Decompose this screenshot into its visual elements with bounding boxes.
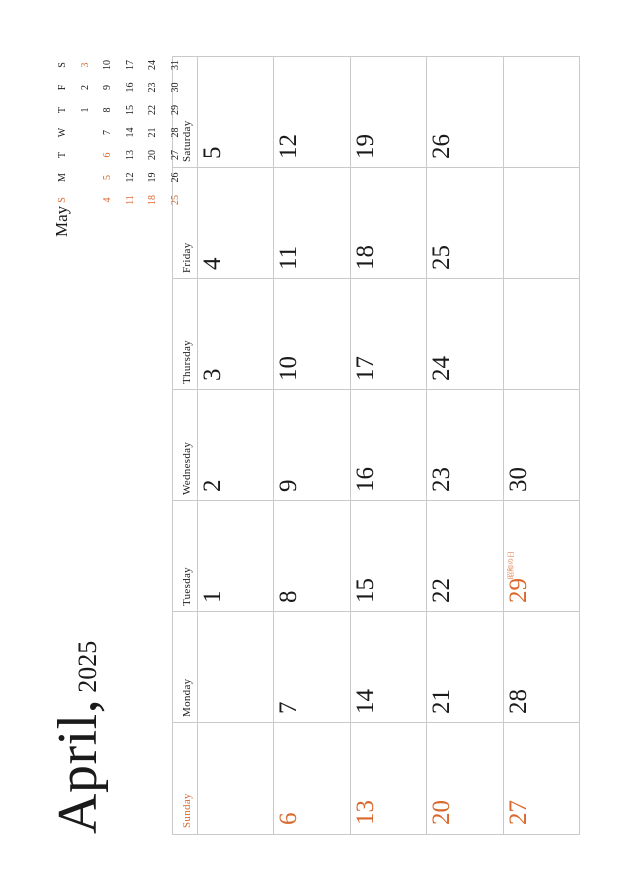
mini-day-number: 25 bbox=[169, 195, 181, 205]
mini-day-number: 9 bbox=[102, 85, 113, 90]
weekday-header-tuesday: Tuesday bbox=[181, 567, 193, 606]
day-number: 10 bbox=[275, 356, 303, 381]
day-cell[interactable] bbox=[503, 723, 579, 834]
mini-day-number: 26 bbox=[169, 172, 181, 183]
day-cell[interactable] bbox=[350, 168, 426, 279]
mini-day-number: 29 bbox=[169, 105, 181, 115]
mini-day-number: 13 bbox=[124, 150, 136, 160]
mini-day-number: 1 bbox=[79, 107, 91, 113]
weekday-header-wednesday: Wednesday bbox=[181, 441, 193, 495]
mini-calendar-title: May bbox=[52, 205, 71, 237]
day-number: 24 bbox=[428, 356, 456, 381]
day-number: 27 bbox=[504, 800, 532, 825]
mini-day-number: 10 bbox=[102, 60, 113, 70]
mini-day-number: 17 bbox=[124, 60, 136, 70]
weekday-header-friday: Friday bbox=[181, 242, 193, 273]
page-title bbox=[47, 640, 109, 834]
month-grid bbox=[169, 56, 580, 835]
day-number: 6 bbox=[275, 812, 303, 825]
mini-day-number: 22 bbox=[147, 105, 158, 115]
mini-weekday-header: W bbox=[57, 127, 68, 138]
mini-day-number: 24 bbox=[147, 60, 158, 70]
mini-day-number: 23 bbox=[147, 82, 158, 93]
day-cell[interactable] bbox=[273, 501, 349, 612]
mini-day-number: 31 bbox=[169, 60, 181, 70]
mini-day-number: 7 bbox=[102, 130, 113, 135]
mini-day-number: 2 bbox=[79, 85, 91, 90]
day-cell[interactable] bbox=[426, 723, 502, 834]
day-cell[interactable] bbox=[426, 279, 502, 390]
day-cell[interactable] bbox=[350, 612, 426, 723]
mini-day-number: 8 bbox=[102, 107, 113, 113]
day-cell[interactable] bbox=[273, 612, 349, 723]
day-number: 14 bbox=[351, 689, 379, 714]
day-number: 17 bbox=[351, 356, 379, 381]
weekday-header-saturday: Saturday bbox=[181, 120, 193, 162]
mini-day-number: 12 bbox=[124, 172, 136, 183]
day-number: 20 bbox=[428, 800, 456, 825]
mini-weekday-header: S bbox=[57, 62, 68, 68]
weekday-header-sunday: Sunday bbox=[181, 793, 193, 828]
day-number: 28 bbox=[504, 689, 532, 714]
title-year: 2025 bbox=[73, 640, 102, 693]
day-number: 15 bbox=[351, 578, 379, 603]
day-number: 8 bbox=[275, 590, 303, 603]
mini-weekday-header: T bbox=[57, 106, 68, 114]
day-cell[interactable] bbox=[197, 501, 273, 612]
weekday-header-monday: Monday bbox=[181, 678, 193, 717]
day-cell[interactable] bbox=[426, 390, 502, 501]
day-number: 21 bbox=[428, 689, 456, 714]
day-cell[interactable] bbox=[273, 279, 349, 390]
day-number: 9 bbox=[275, 479, 303, 492]
mini-day-number: 30 bbox=[169, 82, 181, 93]
day-cell[interactable] bbox=[273, 168, 349, 279]
mini-day-number: 15 bbox=[124, 105, 136, 115]
mini-day-number: 16 bbox=[124, 82, 136, 93]
mini-day-number: 6 bbox=[102, 152, 113, 158]
day-cell[interactable] bbox=[503, 390, 579, 501]
day-cell[interactable] bbox=[273, 390, 349, 501]
day-cell[interactable] bbox=[273, 57, 349, 168]
mini-day-number: 4 bbox=[102, 197, 113, 203]
day-number: 12 bbox=[275, 134, 303, 159]
mini-weekday-header: F bbox=[57, 84, 68, 91]
mini-day-number: 18 bbox=[147, 195, 158, 205]
mini-day-number: 3 bbox=[79, 62, 91, 68]
day-number: 30 bbox=[504, 467, 532, 492]
day-number: 26 bbox=[428, 134, 456, 159]
mini-day-number: 27 bbox=[169, 150, 181, 160]
day-number: 16 bbox=[351, 467, 379, 492]
day-number: 11 bbox=[275, 245, 303, 270]
day-cell[interactable] bbox=[350, 501, 426, 612]
day-cell[interactable] bbox=[197, 57, 273, 168]
day-number: 2 bbox=[199, 479, 226, 492]
day-number: 18 bbox=[351, 245, 379, 270]
day-number: 4 bbox=[199, 257, 226, 270]
mini-day-number: 5 bbox=[102, 175, 113, 180]
day-number: 23 bbox=[428, 467, 456, 492]
day-cell[interactable] bbox=[273, 723, 349, 834]
day-cell[interactable] bbox=[503, 612, 579, 723]
weekday-header-thursday: Thursday bbox=[181, 340, 193, 384]
mini-day-number: 19 bbox=[147, 172, 158, 183]
day-cell[interactable] bbox=[350, 390, 426, 501]
day-cell[interactable] bbox=[350, 279, 426, 390]
day-number: 1 bbox=[199, 590, 226, 603]
day-cell[interactable] bbox=[197, 390, 273, 501]
mini-day-number: 14 bbox=[124, 127, 136, 138]
day-cell[interactable] bbox=[197, 168, 273, 279]
day-cell[interactable] bbox=[503, 501, 579, 612]
day-cell[interactable] bbox=[350, 723, 426, 834]
mini-weekday-header: S bbox=[57, 197, 68, 203]
day-number: 22 bbox=[428, 578, 456, 603]
day-number: 7 bbox=[275, 701, 303, 714]
day-cell[interactable] bbox=[350, 57, 426, 168]
mini-weekday-header: M bbox=[57, 173, 68, 182]
mini-day-number: 28 bbox=[169, 127, 181, 138]
day-number: 5 bbox=[199, 146, 226, 159]
day-cell[interactable] bbox=[426, 501, 502, 612]
mini-day-number: 11 bbox=[124, 195, 136, 205]
day-number: 3 bbox=[199, 368, 226, 381]
mini-day-number: 21 bbox=[147, 127, 158, 138]
day-number: 25 bbox=[428, 245, 456, 270]
holiday-label: 昭和の日 bbox=[506, 551, 515, 579]
mini-weekday-header: T bbox=[57, 151, 68, 159]
day-number: 29 bbox=[504, 578, 532, 603]
mini-day-number: 20 bbox=[147, 150, 158, 160]
day-number: 19 bbox=[351, 134, 379, 159]
day-cell[interactable] bbox=[426, 612, 502, 723]
day-number: 13 bbox=[351, 800, 379, 825]
day-cell[interactable] bbox=[197, 279, 273, 390]
day-cell[interactable] bbox=[426, 57, 502, 168]
day-cell[interactable] bbox=[426, 168, 502, 279]
title-month: April, bbox=[47, 698, 109, 834]
